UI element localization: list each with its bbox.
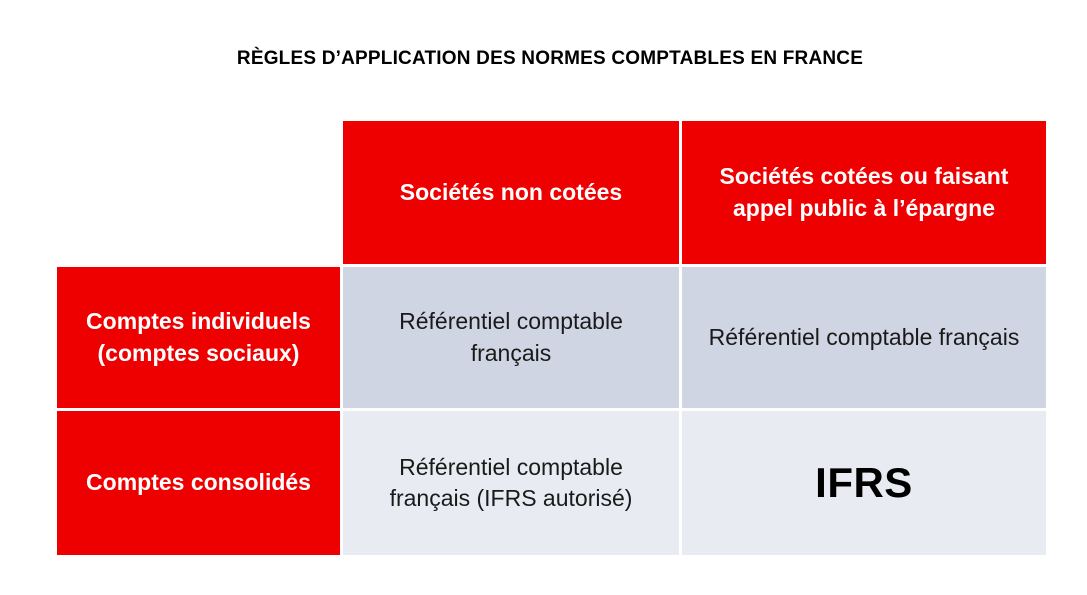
row-header-consolidated-accounts: Comptes consolidés <box>57 411 340 555</box>
column-header-non-listed: Sociétés non cotées <box>343 121 679 264</box>
page-title: RÈGLES D’APPLICATION DES NORMES COMPTABLES EN FRANCE <box>236 48 864 69</box>
cell-consolidated-non-listed: Référentiel comptable français (IFRS autorisé) <box>343 411 679 555</box>
column-header-listed: Sociétés cotées ou faisant appel public à l’épargne <box>682 121 1046 264</box>
cell-individual-listed: Référentiel comptable français <box>682 267 1046 408</box>
cell-consolidated-listed: IFRS <box>682 411 1046 555</box>
cell-individual-non-listed: Référentiel comptable français <box>343 267 679 408</box>
table-corner-empty <box>57 121 340 264</box>
standards-table <box>57 121 1046 555</box>
row-header-individual-accounts: Comptes individuels (comptes sociaux) <box>57 267 340 408</box>
